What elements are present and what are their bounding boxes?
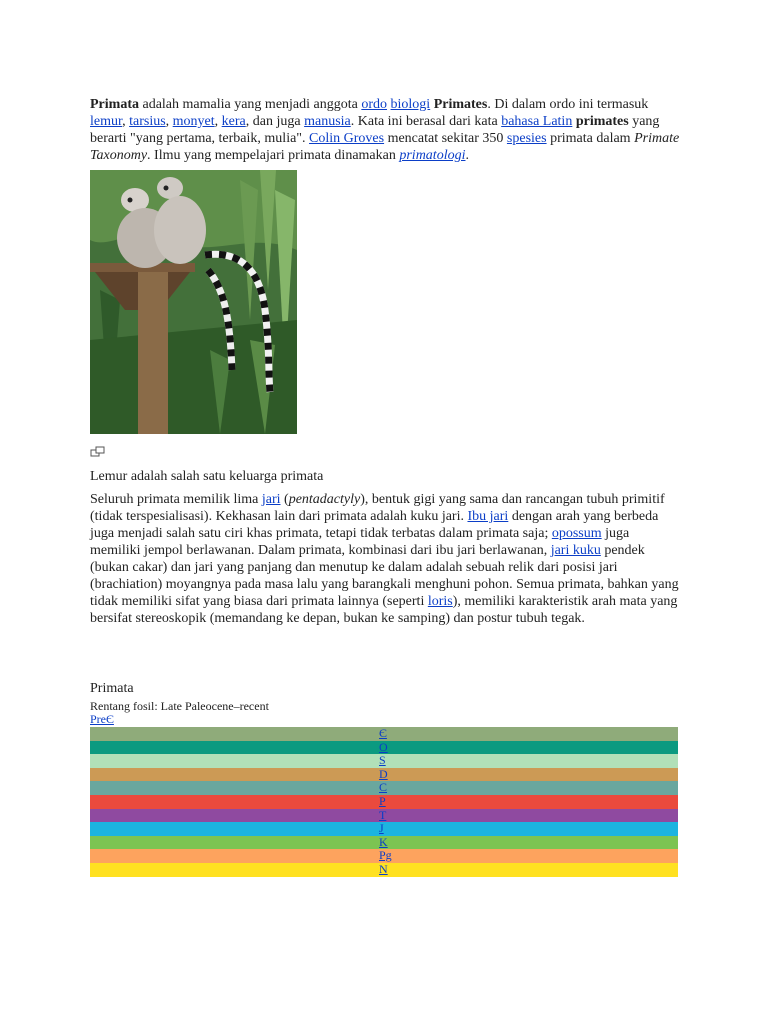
period-link[interactable]: P (379, 793, 386, 808)
text: ), memiliki karakteristik arah mata yang bersifat stereoskopik (memandang ke depan, bukan ke samping) dan postur tubuh tegak. (90, 594, 678, 626)
term-primates: Primates (433, 97, 488, 112)
term-primata: Primata (90, 97, 139, 112)
period-link[interactable]: K (379, 834, 388, 849)
timeline-band (90, 741, 678, 755)
term-pentadactyly: pentadactyly (288, 492, 361, 507)
timeline-band (90, 809, 678, 823)
text: adalah mamalia yang menjadi anggota (138, 97, 362, 112)
text: yang berarti "yang pertama, terbaik, mulia". (90, 114, 660, 146)
enlarge-icon[interactable] (90, 445, 106, 457)
text: ), bentuk gigi yang sama dan rancangan tubuh primitif (tidak terspesialisasi). Kekhasan lain dari primata adalah kuku jari. (90, 492, 665, 524)
text: primata dalam (546, 131, 635, 146)
text: , (122, 114, 130, 129)
period-link[interactable]: S (379, 753, 386, 768)
link-spesies[interactable]: spesies (506, 131, 547, 146)
term-primates-latin: primates (575, 114, 629, 129)
text: , dan juga (245, 114, 305, 129)
link-kera[interactable]: kera (221, 114, 246, 129)
link-biologi[interactable]: biologi (390, 97, 431, 112)
timeline-band (90, 822, 678, 836)
image-caption: Lemur adalah salah satu keluarga primata (90, 469, 324, 484)
period-link[interactable]: O (379, 739, 388, 754)
text: . Kata ini berasal dari kata (350, 114, 502, 129)
link-bahasa-latin[interactable]: bahasa Latin (501, 114, 573, 129)
text: Seluruh primata memilik lima (90, 492, 262, 507)
text: . (465, 148, 469, 163)
period-link[interactable]: J (379, 821, 384, 836)
period-link[interactable]: D (379, 766, 388, 781)
timeline-band (90, 795, 678, 809)
text: dengan arah yang berbeda juga menjadi salah satu ciri khas primata, tetapi tidak terbatas dalam primata saja; (90, 509, 659, 541)
link-tarsius[interactable]: tarsius (129, 114, 166, 129)
link-ibu-jari[interactable]: Ibu jari (467, 509, 509, 524)
link-primatologi[interactable]: primatologi (399, 148, 466, 163)
taxobox-title: Primata (90, 681, 134, 696)
period-link[interactable]: Pg (379, 848, 392, 863)
period-link[interactable]: C (379, 780, 388, 795)
text: mencatat sekitar 350 (384, 131, 507, 146)
link-colin-groves[interactable]: Colin Groves (309, 131, 385, 146)
timeline-band (90, 727, 678, 741)
period-link[interactable]: N (379, 861, 388, 876)
period-link[interactable]: Є (379, 726, 387, 740)
text: juga memiliki jempol berlawanan. Dalam primata, kombinasi dari ibu jari berlawanan, (90, 526, 630, 558)
text: , (214, 114, 222, 129)
body-paragraph (90, 491, 682, 627)
link-ordo[interactable]: ordo (361, 97, 388, 112)
text: pendek (bukan cakar) dan jari yang panjang dan menutup ke dalam adalah sebuah relik dari posisi jari (brachiation) moyangnya pada masa lalu yang barangkali menghuni pohon. Semua primata, bahkan yang tidak memiliki sifat yang biasa dari primata lainnya (seperti (90, 543, 679, 609)
text: , (165, 114, 173, 129)
link-jari[interactable]: jari (261, 492, 281, 507)
timeline-band (90, 768, 678, 782)
text: . Di dalam ordo ini termasuk (487, 97, 649, 112)
link-jari-kuku[interactable]: jari kuku (550, 543, 601, 558)
link-manusia[interactable]: manusia (304, 114, 351, 129)
text: . Ilmu yang mempelajari primata dinamakan (147, 148, 400, 163)
link-opossum[interactable]: opossum (551, 526, 602, 541)
period-link[interactable]: T (379, 807, 387, 822)
link-loris[interactable]: loris (427, 594, 453, 609)
intro-paragraph (90, 96, 682, 164)
timeline-band (90, 849, 678, 863)
timeline-band (90, 781, 678, 795)
lemur-photo[interactable] (90, 170, 297, 434)
geologic-timeline (90, 727, 678, 877)
timeline-band (90, 754, 678, 768)
book-title: Primate Taxonomy (90, 131, 680, 163)
lemur-photo-art (90, 170, 297, 434)
text: ( (280, 492, 289, 507)
link-lemur[interactable]: lemur (90, 114, 123, 129)
timeline-band (90, 863, 678, 877)
fossil-range: Rentang fosil: Late Paleocene–recent (90, 699, 269, 713)
link-precambrian[interactable]: PreЄ (90, 712, 114, 726)
timeline-band (90, 836, 678, 850)
link-monyet[interactable]: monyet (172, 114, 215, 129)
